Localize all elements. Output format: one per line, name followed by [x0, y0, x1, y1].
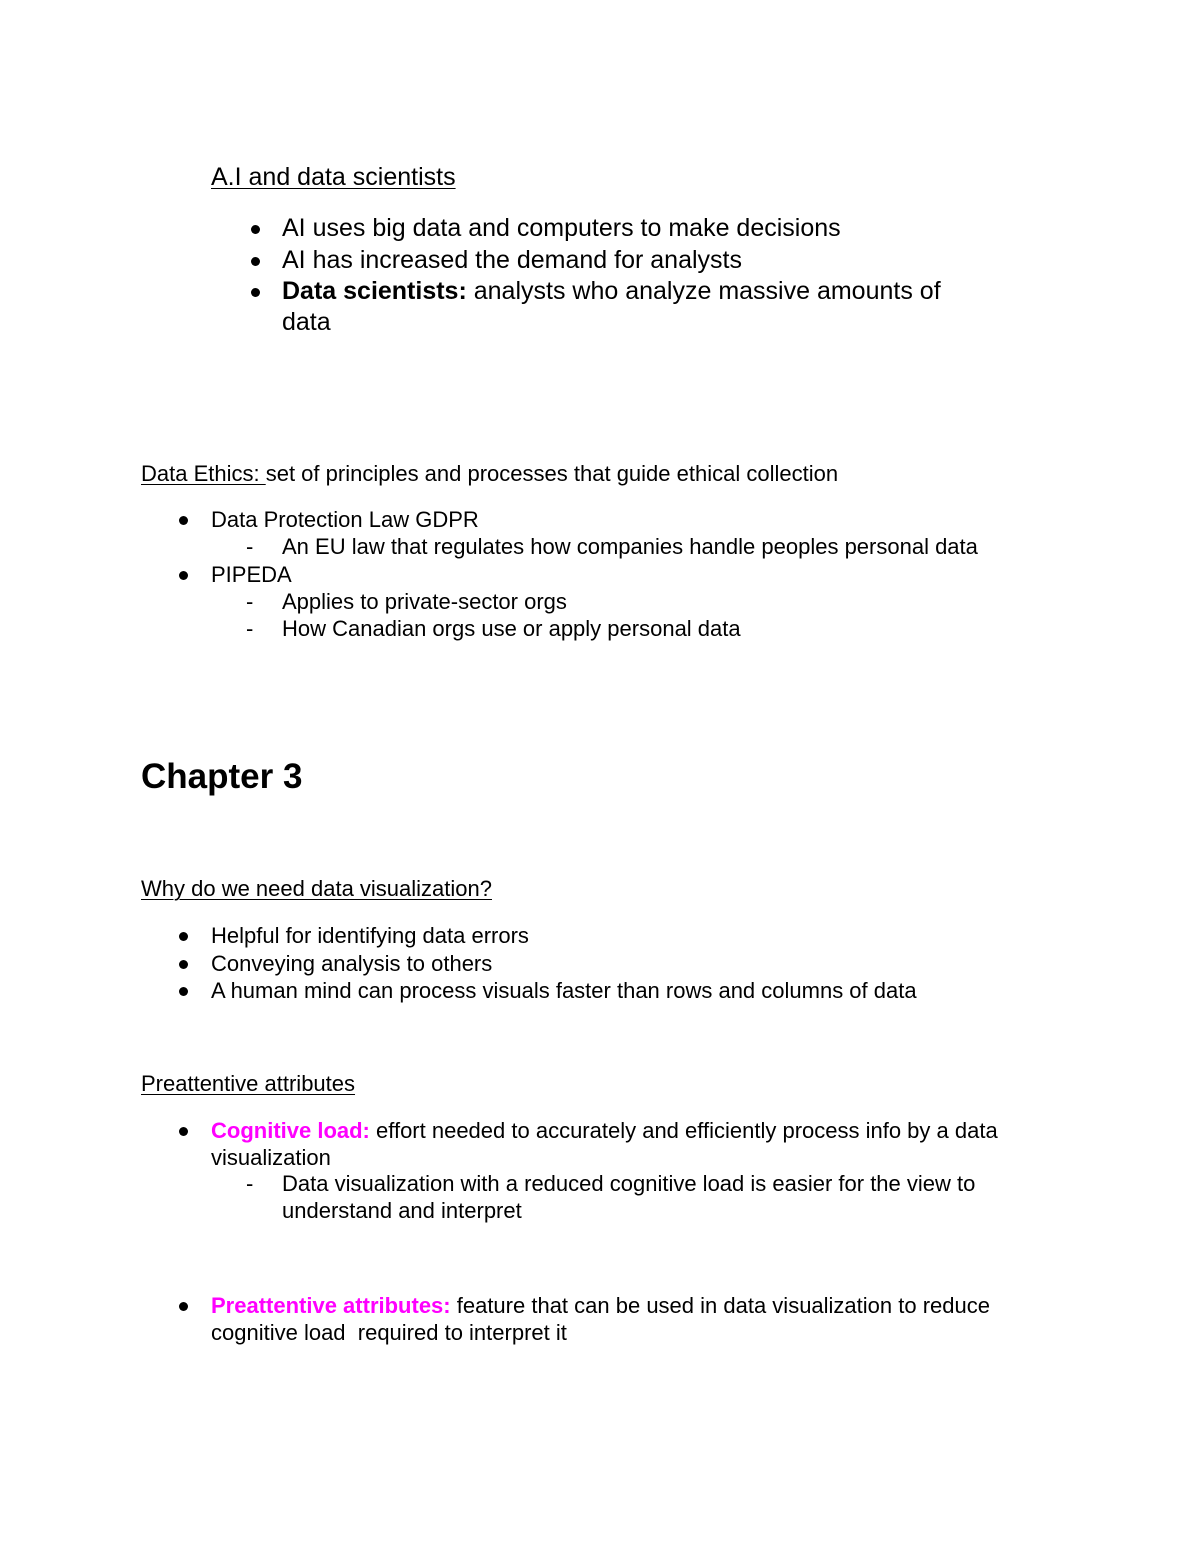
- list-item: Conveying analysis to others: [211, 951, 493, 976]
- sub-list-item: How Canadian orgs use or apply personal data: [282, 616, 741, 641]
- highlight-term: Preattentive attributes:: [211, 1293, 451, 1318]
- list-item: [282, 277, 941, 306]
- list-item-continuation: data: [282, 308, 331, 336]
- definition: analysts who analyze massive amounts of: [466, 277, 941, 305]
- sub-list-item-continuation: understand and interpret: [282, 1198, 522, 1223]
- list-item-continuation: cognitive load required to interpret it: [211, 1320, 567, 1345]
- chapter-title: Chapter 3: [141, 757, 303, 796]
- bullet: [251, 288, 260, 297]
- sub-list-item: Applies to private-sector orgs: [282, 589, 567, 614]
- dash: -: [246, 534, 254, 559]
- bullet: [179, 1302, 188, 1311]
- section-heading-ethics: Data Ethics:: [141, 461, 266, 486]
- ethics-heading-line: [141, 461, 838, 487]
- dash: -: [246, 1171, 254, 1196]
- list-item: Helpful for identifying data errors: [211, 923, 529, 948]
- bullet: [179, 987, 188, 996]
- bullet: [179, 1127, 188, 1136]
- list-item-continuation: visualization: [211, 1145, 331, 1170]
- list-item: A human mind can process visuals faster than rows and columns of data: [211, 978, 917, 1003]
- list-item: PIPEDA: [211, 562, 292, 587]
- list-item: [211, 1293, 990, 1319]
- section-heading-ai: A.I and data scientists: [211, 163, 456, 191]
- section-heading-visualization: Why do we need data visualization?: [141, 876, 492, 901]
- term: Data scientists:: [282, 277, 467, 305]
- bullet: [251, 225, 260, 234]
- bullet: [179, 516, 188, 525]
- list-item: AI has increased the demand for analysts: [282, 246, 742, 274]
- sub-list-item: An EU law that regulates how companies handle peoples personal data: [282, 534, 978, 559]
- bullet: [179, 932, 188, 941]
- definition: effort needed to accurately and efficiently process info by a data: [369, 1118, 998, 1143]
- bullet: [179, 960, 188, 969]
- dash: -: [246, 589, 254, 614]
- list-item: Data Protection Law GDPR: [211, 507, 479, 532]
- dash: -: [246, 616, 254, 641]
- section-heading-preattentive: Preattentive attributes: [141, 1071, 356, 1096]
- list-item: AI uses big data and computers to make decisions: [282, 214, 841, 242]
- list-item: [211, 1118, 998, 1144]
- highlight-term: Cognitive load:: [211, 1118, 370, 1143]
- definition: set of principles and processes that guide ethical collection: [265, 461, 839, 486]
- definition: feature that can be used in data visualization to reduce: [450, 1293, 990, 1318]
- sub-list-item: Data visualization with a reduced cognitive load is easier for the view to: [282, 1171, 976, 1196]
- bullet: [251, 257, 260, 266]
- bullet: [179, 571, 188, 580]
